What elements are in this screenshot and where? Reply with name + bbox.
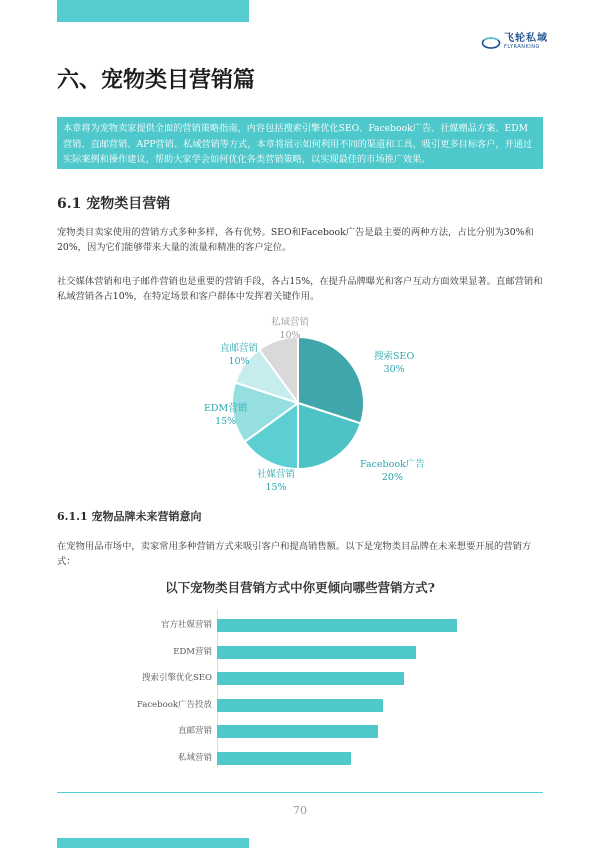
pie-slice-name: 直邮营销 [220, 343, 259, 354]
pie-slice-percent: 30% [383, 364, 405, 375]
pie-slice-label [257, 468, 295, 494]
pie-slice-name: EDM营销 [204, 403, 248, 414]
brand-logo [481, 34, 548, 50]
bar-category-label: 搜索引擎优化SEO [142, 673, 212, 683]
footer-accent-bar [57, 838, 249, 848]
bar [217, 619, 457, 632]
paragraph-social-email: 社交媒体营销和电子邮件营销也是重要的营销手段，各占15%，在提升品牌曝光和客户互动方面效果显著。直邮营销和私域营销各占10%，在特定场景和客户群体中发挥着关键作用。 [57, 276, 543, 302]
bar [217, 672, 404, 685]
flywheel-logo-icon [481, 35, 501, 49]
pie-slice-percent: 10% [279, 330, 301, 341]
bar [217, 725, 378, 738]
pie-slice-percent: 15% [215, 416, 237, 427]
footer-divider [57, 792, 543, 793]
bar-category-label: Facebook广告投放 [136, 699, 212, 710]
bar [217, 752, 351, 765]
bar-row [90, 645, 510, 660]
pie-slice-name: Facebook广告 [360, 459, 425, 470]
pie-slice-percent: 10% [228, 356, 250, 367]
paragraph-marketing-overview: 宠物类目卖家使用的营销方式多种多样，各有优势。SEO和Facebook广告是最主要的两种方法，占比分别为30%和20%，因为它们能够带来大量的流量和精准的客户定位。 [57, 227, 534, 253]
bar-row [90, 698, 510, 713]
pie-slice-name: 社媒营销 [257, 469, 296, 480]
logo-en-text: FLYRANKING [504, 44, 540, 50]
chapter-title: 六、宠物类目营销篇 [57, 67, 256, 93]
marketing-share-pie-chart [160, 310, 450, 505]
bar-category-label: 直邮营销 [177, 726, 212, 736]
bar [217, 699, 383, 712]
bar-row [90, 671, 510, 686]
subsection-title: 6.1.1 宠物品牌未来营销意向 [57, 510, 202, 523]
page-number: 70 [293, 804, 307, 817]
marketing-intent-bar-chart [90, 610, 510, 770]
logo-cn-text: 飞轮私域 [504, 33, 548, 44]
bar-category-label: EDM营销 [173, 646, 212, 657]
bar [217, 646, 416, 659]
pie-slice-label [374, 350, 414, 376]
bar-chart-title: 以下宠物类目营销方式中你更倾向哪些营销方式? [165, 580, 435, 595]
pie-slice-label [360, 458, 425, 484]
bar-row [90, 751, 510, 766]
pie-slice-percent: 15% [265, 482, 287, 493]
pie-slice-label [220, 342, 258, 368]
pie-slice-percent: 20% [381, 472, 403, 483]
paragraph-future-intent: 在宠物用品市场中，卖家常用多种营销方式来吸引客户和提高销售额。以下是宠物类目品牌在未来想要开展的营销方式： [57, 541, 532, 567]
bar-category-label: 私域营销 [177, 752, 212, 763]
bar-row [90, 618, 510, 633]
header-accent-bar [57, 0, 249, 22]
pie-slice-name: 搜索SEO [374, 351, 415, 362]
pie-slice-label [204, 402, 247, 428]
bar-row [90, 724, 510, 739]
section-title: 6.1 宠物类目营销 [57, 196, 171, 212]
bar-category-label: 官方社媒营销 [160, 620, 212, 630]
pie-slice-name: 私域营销 [271, 317, 310, 328]
chapter-intro-box: 本章将为宠物卖家提供全面的营销策略指南，内容包括搜索引擎优化SEO、Facebook广告、社媒赠品方案、EDM营销、直邮营销、APP营销、私域营销等方式，本章将展示如何利用不同的渠道和工具，吸引更多目标客户，并通过实际案例和操作建议，帮助大家学会如何优化各类营销策略，以实现最佳的市场推广效果。 [57, 117, 543, 169]
pie-slice-label [271, 316, 309, 342]
bar-chart-axis [217, 610, 218, 768]
